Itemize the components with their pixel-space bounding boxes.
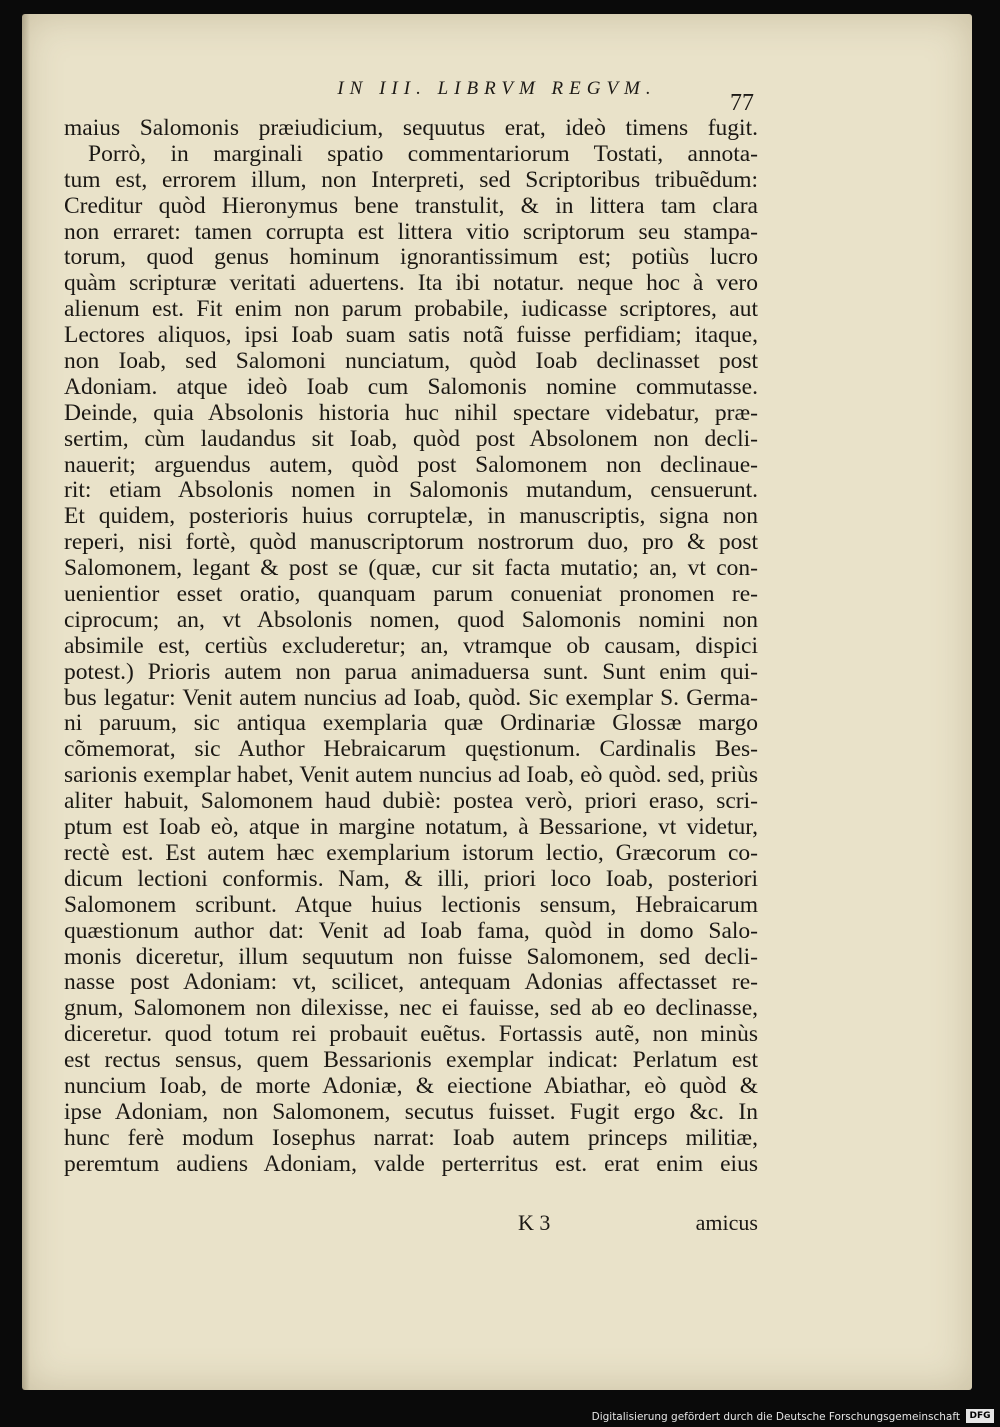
page-number: 77 bbox=[730, 90, 754, 116]
text-line: ciprocum; an, vt Absolonis nomen, quod Salomonis nomini non bbox=[64, 607, 758, 633]
text-line: alienum est. Fit enim non parum probabile, iudicasse scriptores, aut bbox=[64, 297, 758, 323]
book-page bbox=[22, 14, 972, 1390]
text-line: Adoniam. atque ideò Ioab cum Salomonis nomine commutasse. bbox=[64, 374, 758, 400]
text-line: reperi, nisi fortè, quòd manuscriptorum nostrorum duo, pro & post bbox=[64, 530, 758, 556]
text-line: Salomonem, legant & post se (quæ, cur sit facta mutatio; an, vt con- bbox=[64, 556, 758, 582]
page-footer bbox=[64, 1210, 758, 1238]
dfg-logo: DFG bbox=[966, 1409, 994, 1423]
text-line: Creditur quòd Hieronymus bene transtulit, & in littera tam clara bbox=[64, 193, 758, 219]
text-line: nuncium Ioab, de morte Adoniæ, & eiectione Abiathar, eò quòd & bbox=[64, 1073, 758, 1099]
text-line: monis diceretur, illum sequutum non fuisse Salomonem, sed decli- bbox=[64, 944, 758, 970]
signature-mark: K 3 bbox=[518, 1210, 551, 1235]
text-line: maius Salomonis præiudicium, sequutus erat, ideò timens fugit. bbox=[64, 116, 758, 141]
text-line: nauerit; arguendus autem, quòd post Salomonem non declinaue- bbox=[64, 452, 758, 478]
text-line: rit: etiam Absolonis nomen in Salomonis mutandum, censuerunt. bbox=[64, 478, 758, 504]
text-line: gnum, Salomonem non dilexisse, nec ei fauisse, sed ab eo declinasse, bbox=[64, 996, 758, 1022]
text-line: non Ioab, sed Salomoni nunciatum, quòd Ioab declinasset post bbox=[64, 349, 758, 375]
text-line: Deinde, quia Absolonis historia huc nihil spectare videbatur, præ- bbox=[64, 400, 758, 426]
text-line bbox=[64, 1178, 758, 1204]
text-line: nasse post Adoniam: vt, scilicet, antequam Adonias affectasset re- bbox=[64, 970, 758, 996]
text-line: Et quidem, posterioris huius corruptelæ, in manuscriptis, signa non bbox=[64, 504, 758, 530]
text-line: ptum est Ioab eò, atque in margine notatum, à Bessarione, vt videtur, bbox=[64, 815, 758, 841]
text-line: est rectus sensus, quem Bessarionis exemplar indicat: Perlatum est bbox=[64, 1048, 758, 1074]
body-text bbox=[64, 116, 758, 1203]
text-line: cõmemorat, sic Author Hebraicarum quęstionum. Cardinalis Bes- bbox=[64, 737, 758, 763]
text-line: ni paruum, sic antiqua exemplaria quæ Ordinariæ Glossæ margo bbox=[64, 711, 758, 737]
text-line: torum, quod genus hominum ignorantissimum est; potiùs lucro bbox=[64, 245, 758, 271]
credit-bar bbox=[0, 1403, 1000, 1427]
text-line: sertim, cùm laudandus sit Ioab, quòd post Absolonem non decli- bbox=[64, 426, 758, 452]
text-line: quæstionum author dat: Venit ad Ioab fama, quòd in domo Salo- bbox=[64, 918, 758, 944]
text-line: aliter habuit, Salomonem haud dubiè: postea verò, priori eraso, scri- bbox=[64, 789, 758, 815]
text-line: Lectores aliquos, ipsi Ioab suam satis notã fuisse perfidiam; itaque, bbox=[64, 323, 758, 349]
text-line: tum est, errorem illum, non Interpreti, sed Scriptoribus tribuẽdum: bbox=[64, 167, 758, 193]
text-line: uenientior esset oratio, quanquam parum conueniat pronomen re- bbox=[64, 582, 758, 608]
text-line: ipse Adoniam, non Salomonem, secutus fuisset. Fugit ergo &c. In bbox=[64, 1099, 758, 1125]
running-head: IN III. LIBRVM REGVM. bbox=[337, 78, 657, 99]
funding-credit: Digitalisierung gefördert durch die Deutsche Forschungsgemeinschaft bbox=[591, 1411, 960, 1423]
page-edge-shadow bbox=[22, 14, 30, 1390]
text-line: sarionis exemplar habet, Venit autem nuncius ad Ioab, eò quòd. sed, priùs bbox=[64, 763, 758, 789]
text-line: diceretur. quod totum rei probauit euẽtus. Fortassis autẽ, non minùs bbox=[64, 1022, 758, 1048]
text-line: hunc ferè modum Iosephus narrat: Ioab autem princeps militiæ, bbox=[64, 1125, 758, 1151]
text-line: Porrò, in marginali spatio commentariorum Tostati, annota- bbox=[88, 141, 758, 167]
text-line: absimile est, certiùs excluderetur; an, vtramque ob causam, dispici bbox=[64, 633, 758, 659]
text-line: peremtum audiens Adoniam, valde perterritus est. erat enim eius bbox=[64, 1151, 758, 1177]
text-line: potest.) Prioris autem non parua animaduersa sunt. Sunt enim qui- bbox=[64, 659, 758, 685]
catchword: amicus bbox=[695, 1210, 758, 1235]
text-line: quàm scripturæ veritati aduertens. Ita ibi notatur. neque hoc à vero bbox=[64, 271, 758, 297]
text-line: dicum lectioni conformis. Nam, & illi, priori loco Ioab, posteriori bbox=[64, 866, 758, 892]
text-line: rectè est. Est autem hæc exemplarium istorum lectio, Græcorum co- bbox=[64, 840, 758, 866]
text-line: Salomonem scribunt. Atque huius lectionis sensum, Hebraicarum bbox=[64, 892, 758, 918]
text-line: bus legatur: Venit autem nuncius ad Ioab, quòd. Sic exemplar S. Germa- bbox=[64, 685, 758, 711]
text-line: non erraret: tamen corrupta est littera vitio scriptorum seu stampa- bbox=[64, 219, 758, 245]
